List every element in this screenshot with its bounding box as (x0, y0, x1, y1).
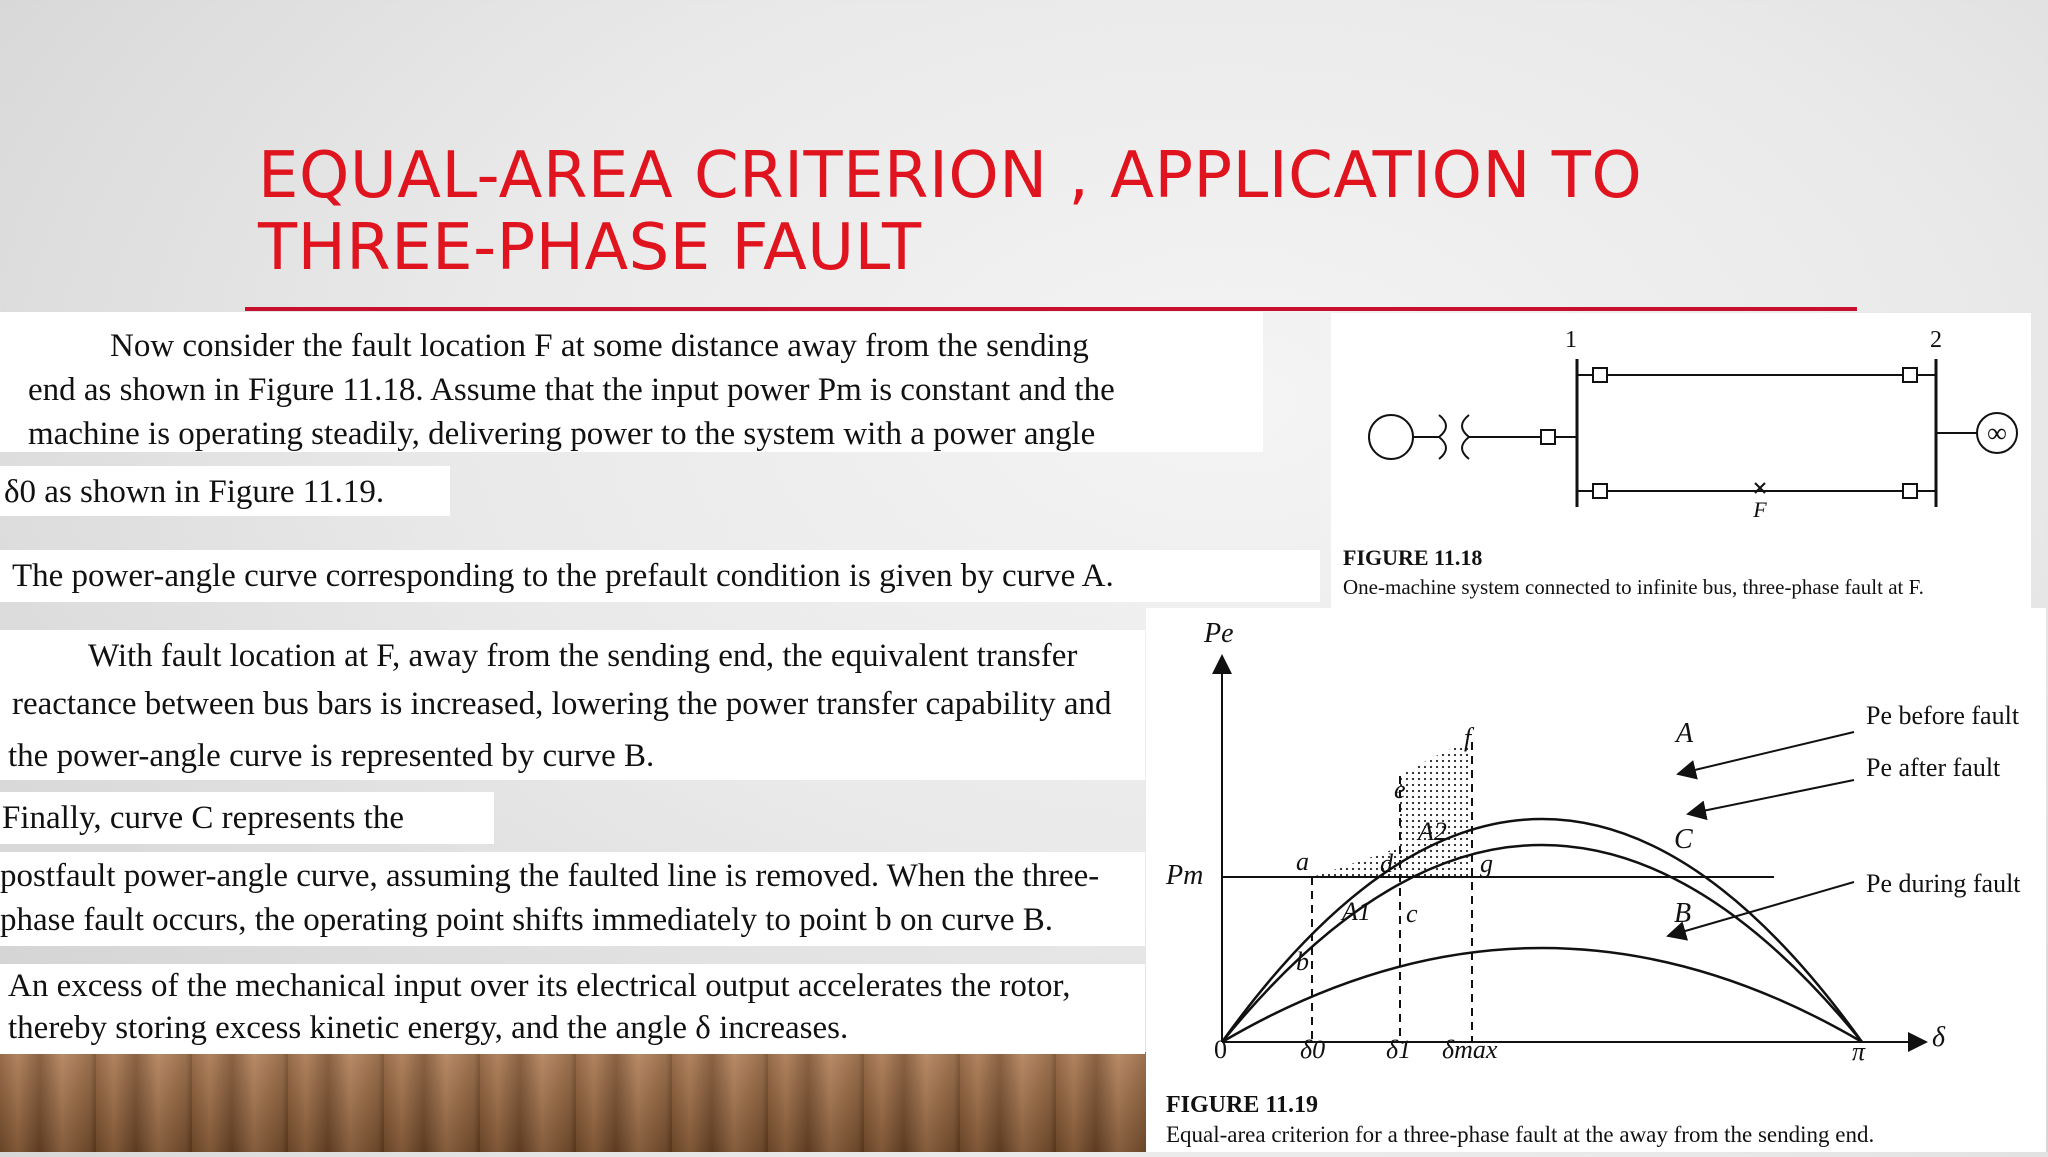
legend-before-fault: Pe before fault (1866, 701, 2020, 730)
paragraph-5-block (0, 852, 1145, 946)
transformer-winding-2 (1462, 415, 1469, 459)
paragraph-3-line-2: reactance between bus bars is increased, lowering the power transfer capability and (12, 686, 1112, 722)
title-line-1: EQUAL-AREA CRITERION , APPLICATION TO (258, 139, 1643, 213)
point-d-label: d (1380, 849, 1393, 878)
paragraph-1-line-3: machine is operating steadily, delivering power to the system with a power angle (28, 416, 1096, 452)
x-axis-label: δ (1932, 1022, 1946, 1053)
paragraph-2-text: The power-angle curve corresponding to the prefault condition is given by curve A. (12, 558, 1114, 594)
curve-a (1222, 819, 1862, 1042)
paragraph-5-line-2: phase fault occurs, the operating point shifts immediately to point b on curve B. (0, 902, 1054, 938)
curve-c-label: C (1674, 824, 1693, 855)
curve-c (1222, 845, 1862, 1042)
deltamax-label: δmax (1442, 1035, 1498, 1064)
breaker-line2-a (1593, 484, 1607, 498)
wood-floor-decoration (0, 1052, 1146, 1152)
title-underline (245, 307, 1857, 311)
curve-b (1222, 948, 1862, 1042)
paragraph-4-block (0, 792, 494, 844)
point-g-label: g (1480, 849, 1493, 878)
paragraph-2-block (0, 550, 1320, 602)
figure-11-18 (1331, 313, 2031, 608)
paragraph-1-block (0, 312, 1263, 452)
legend-after-fault: Pe after fault (1866, 753, 2001, 782)
figure-11-19-caption-text: Equal-area criterion for a three-phase fault at the away from the sending end. (1166, 1122, 1875, 1147)
paragraph-3-block (0, 630, 1145, 780)
breaker-line1-a (1593, 368, 1607, 382)
legend-arrow-before (1678, 732, 1854, 774)
breaker-line2-b (1903, 484, 1917, 498)
curve-b-label: B (1674, 898, 1692, 929)
breaker-line1-b (1903, 368, 1917, 382)
area-a1-label: A1 (1342, 897, 1371, 926)
figure-11-18-caption-title: FIGURE 11.18 (1343, 545, 1483, 570)
point-b-label: b (1296, 947, 1309, 976)
generator-icon (1369, 415, 1413, 459)
paragraph-3-line-1: With fault location at F, away from the sending end, the equivalent transfer (88, 638, 1078, 674)
paragraph-1-last-line (0, 466, 450, 516)
figure-11-19 (1146, 608, 2046, 1152)
paragraph-1-line-2: end as shown in Figure 11.18. Assume that the input power Pm is constant and the (28, 372, 1115, 408)
one-line-diagram (1331, 313, 2031, 608)
breaker-gen (1541, 430, 1555, 444)
paragraph-3-line-3: the power-angle curve is represented by curve B. (8, 738, 655, 774)
paragraph-4-text: Finally, curve C represents the (2, 800, 404, 836)
paragraph-1-line-1: Now consider the fault location F at some distance away from the sending (110, 328, 1089, 364)
pm-label: Pm (1166, 860, 1204, 891)
transformer-winding-1 (1439, 415, 1446, 459)
paragraph-1-line-4: δ0 as shown in Figure 11.19. (4, 474, 385, 510)
paragraph-5-line-1: postfault power-angle curve, assuming the faulted line is removed. When the three- (0, 858, 1100, 894)
legend-arrow-after (1688, 780, 1854, 814)
slide-title (258, 140, 1658, 284)
curve-a-label: A (1676, 718, 1694, 749)
y-axis-label: Pe (1204, 618, 1234, 649)
paragraph-6-block (0, 964, 1145, 1054)
bus-1-label: 1 (1565, 327, 1577, 353)
infinite-symbol: ∞ (1987, 418, 2007, 449)
pi-label: π (1852, 1037, 1866, 1066)
figure-11-19-caption-title: FIGURE 11.19 (1166, 1092, 1319, 1118)
fault-label: F (1753, 497, 1767, 522)
origin-label: 0 (1214, 1035, 1227, 1064)
delta1-label: δ1 (1386, 1035, 1412, 1064)
title-line-2: THREE-PHASE FAULT (258, 211, 922, 285)
paragraph-6-line-1: An excess of the mechanical input over its electrical output accelerates the rotor, (8, 968, 1071, 1004)
point-a-label: a (1296, 847, 1309, 876)
point-c-label: c (1406, 899, 1418, 928)
figure-11-18-caption-text: One-machine system connected to infinite bus, three-phase fault at F. (1343, 575, 1924, 599)
area-a2-label: A2 (1418, 817, 1447, 846)
power-angle-diagram (1146, 608, 2046, 1152)
bus-2-label: 2 (1930, 327, 1942, 353)
delta0-label: δ0 (1300, 1035, 1326, 1064)
paragraph-6-line-2: thereby storing excess kinetic energy, and the angle δ increases. (8, 1010, 849, 1046)
point-f-label: f (1464, 723, 1472, 752)
point-e-label: e (1394, 775, 1406, 804)
legend-during-fault: Pe during fault (1866, 869, 2021, 898)
